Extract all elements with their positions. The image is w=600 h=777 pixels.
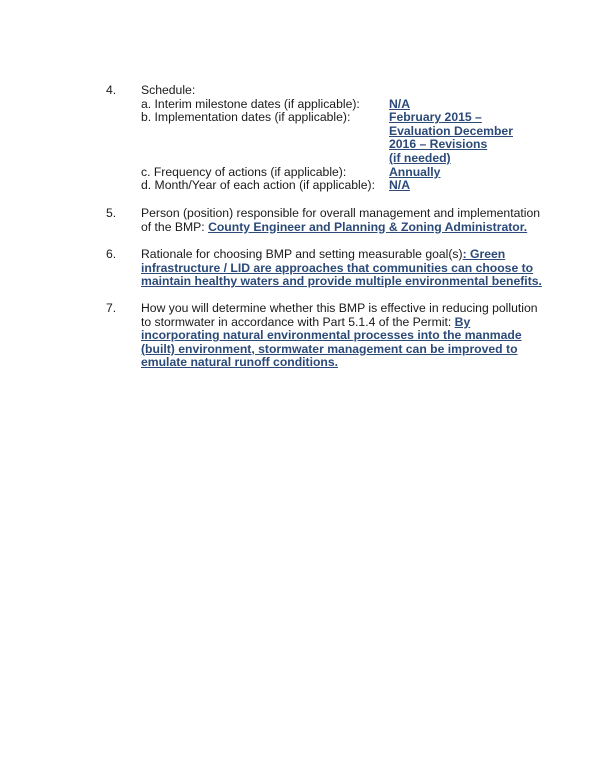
item-text: How you will determine whether this BMP is effective in reducing pollution — [141, 301, 538, 315]
schedule-row-implementation — [141, 111, 541, 125]
schedule-row-month-year — [141, 179, 541, 193]
schedule-heading: Schedule: — [141, 83, 196, 97]
schedule-answer: February 2015 – — [389, 110, 482, 125]
item-body — [141, 248, 541, 289]
item-answer: incorporating natural environmental processes into the manmade — [141, 328, 522, 343]
schedule-answer: N/A — [389, 178, 410, 193]
item-body — [141, 207, 541, 234]
item-answer: County Engineer and Planning & Zoning Administrator. — [208, 219, 528, 234]
item-answer: maintain healthy waters and provide multiple environmental benefits. — [141, 274, 542, 289]
item-text: Person (position) responsible for overall management and implementation — [141, 206, 541, 220]
item-text: Rationale for choosing BMP and setting measurable goal(s) — [141, 247, 463, 261]
item-body — [141, 302, 541, 370]
schedule-label: b. Implementation dates (if applicable): — [141, 110, 351, 125]
schedule-label: d. Month/Year of each action (if applicable): — [141, 178, 375, 193]
item-answer: infrastructure / LID are approaches that communities can choose to — [141, 260, 534, 275]
schedule-answer: 2016 – Revisions — [389, 137, 488, 152]
schedule-answer: Evaluation December — [389, 123, 513, 138]
item-number: 6. — [106, 247, 117, 261]
item-number: 4. — [106, 83, 117, 97]
schedule-label: a. Interim milestone dates (if applicable): — [141, 96, 360, 111]
item-answer: (built) environment, stormwater management can be improved to — [141, 341, 518, 356]
schedule-row-interim — [141, 98, 541, 112]
item-number: 7. — [106, 301, 117, 315]
schedule-answer: N/A — [389, 96, 410, 111]
item-number: 5. — [106, 206, 117, 220]
schedule-answer: Annually — [389, 164, 441, 179]
item-answer: By — [454, 314, 471, 329]
schedule-answer: (if needed) — [389, 150, 451, 165]
schedule-row-frequency — [141, 166, 541, 180]
item-text: of the BMP: — [141, 219, 209, 234]
item-answer: : Green — [462, 247, 506, 261]
schedule-label: c. Frequency of actions (if applicable): — [141, 164, 347, 179]
item-answer: emulate natural runoff conditions. — [141, 355, 339, 370]
item-body — [141, 84, 541, 193]
item-text: to stormwater in accordance with Part 5.1.4 of the Permit: — [141, 314, 455, 329]
